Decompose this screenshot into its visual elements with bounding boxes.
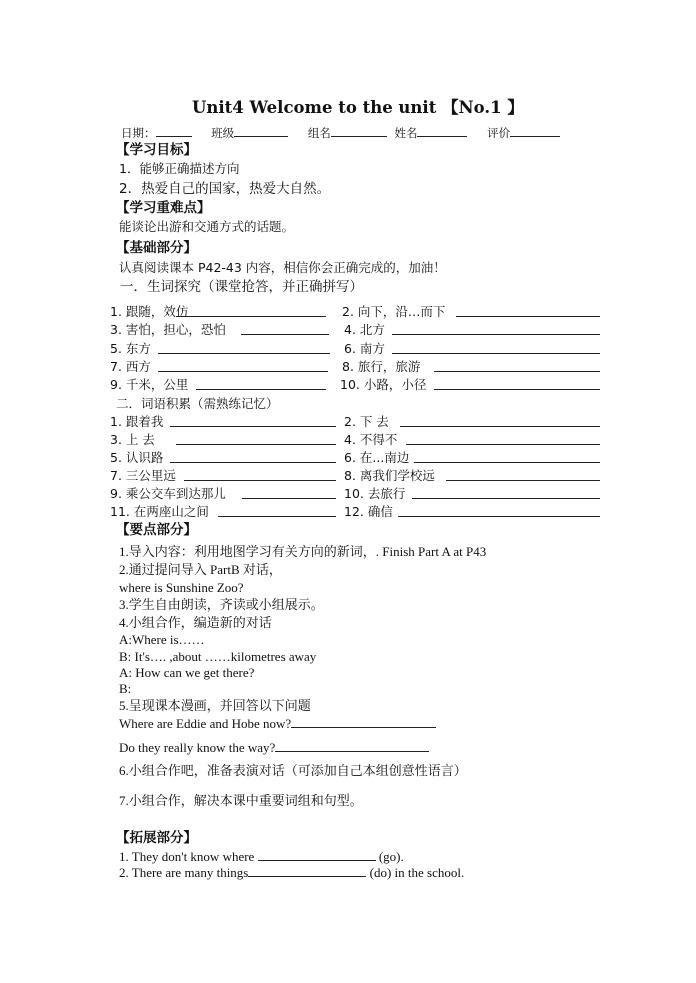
answer-blank (414, 450, 600, 463)
answer-blank (291, 715, 436, 728)
phrase-item: 6. 在...南边 (344, 450, 410, 465)
objective-item: 2．热爱自己的国家，热爱大自然。 (119, 181, 331, 197)
part1-title: 一．生词探究（课堂抢答，并正确拼写） (120, 279, 363, 295)
basic-intro: 认真阅读课本 P42-43 内容，相信你会正确完成的，加油！ (119, 260, 446, 275)
vocab-item: 1. 跟随，效仿 (110, 304, 189, 319)
answer-blank (434, 359, 600, 372)
class-blank (234, 124, 288, 137)
phrase-item: 2. 下 去 (344, 414, 389, 429)
phrase-item: 3. 上 去 (110, 432, 155, 447)
answer-blank (406, 432, 600, 445)
answer-blank (170, 414, 336, 427)
group-blank (331, 124, 387, 137)
answer-blank (258, 848, 376, 861)
phrase-item: 7. 三公里远 (110, 468, 176, 483)
eval-label: 评价 (487, 126, 511, 140)
vocab-item: 8. 旅行，旅游 (342, 359, 421, 374)
vocab-item: 9. 千米，公里 (110, 377, 189, 392)
answer-blank (398, 504, 600, 517)
mainpoints-line: 7.小组合作，解决本课中重要词组和句型。 (119, 793, 363, 808)
class-label: 班级 (211, 126, 235, 140)
date-blank (156, 124, 192, 137)
objectives-heading: 【学习目标】 (116, 142, 197, 158)
answer-blank (218, 504, 336, 517)
answer-blank (392, 322, 600, 335)
dialogue-line: B: (119, 681, 132, 696)
phrase-item: 11. 在两座山之间 (110, 504, 209, 519)
vocab-item: 7. 西方 (110, 359, 151, 374)
extension-question: 1. They don't know where (go). (119, 849, 404, 864)
answer-blank (456, 304, 600, 317)
vocab-item: 5. 东方 (110, 341, 151, 356)
question-line: Where are Eddie and Hobe now? (119, 715, 436, 732)
answer-blank (176, 432, 336, 445)
name-blank (417, 124, 467, 137)
phrase-item: 1. 跟着我 (110, 414, 164, 429)
keypoints-text: 能谈论出游和交通方式的话题。 (119, 219, 295, 234)
vocab-item: 6. 南方 (344, 341, 385, 356)
answer-blank (412, 486, 600, 499)
name-label: 姓名 (394, 126, 418, 140)
mainpoints-line: 1.导入内容：利用地图学习有关方向的新词，. Finish Part A at P43 (119, 544, 487, 559)
mainpoints-line: 6.小组合作吧，准备表演对话（可添加自己本组创意性语言） (119, 763, 467, 778)
vocab-item: 10. 小路，小径 (340, 377, 427, 392)
mainpoints-heading: 【要点部分】 (116, 522, 197, 538)
answer-blank (158, 359, 328, 372)
mainpoints-line: 3.学生自由朗读，齐读或小组展示。 (119, 597, 324, 612)
phrase-item: 9. 乘公交车到达那儿 (110, 486, 226, 501)
dialogue-line: A: How can we get there? (119, 665, 255, 680)
answer-blank (170, 450, 336, 463)
objective-item: 1．能够正确描述方向 (119, 161, 240, 176)
answer-blank (400, 414, 600, 427)
basic-heading: 【基础部分】 (116, 240, 197, 256)
answer-blank (275, 739, 429, 752)
eval-blank (510, 124, 560, 137)
answer-blank (184, 468, 336, 481)
mainpoints-line: where is Sunshine Zoo? (119, 580, 244, 595)
vocab-item: 3. 害怕，担心，恐怕 (110, 322, 226, 337)
phrase-item: 10. 去旅行 (344, 486, 406, 501)
group-label: 组名 (307, 126, 331, 140)
answer-blank (446, 468, 600, 481)
question-line: Do they really know the way? (119, 739, 429, 756)
answer-blank (241, 322, 329, 335)
phrase-item: 8. 离我们学校远 (344, 468, 435, 483)
vocab-item: 2. 向下，沿…而下 (342, 304, 446, 319)
vocab-item: 4. 北方 (344, 322, 385, 337)
extension-heading: 【拓展部分】 (116, 830, 197, 846)
mainpoints-line: 5.呈现课本漫画，并回答以下问题 (119, 698, 311, 713)
extension-question: 2. There are many things (do) in the school. (119, 865, 465, 880)
mainpoints-line: 2.通过提问导入 PartB 对话， (119, 562, 282, 577)
phrase-item: 4. 不得不 (344, 432, 398, 447)
answer-blank (176, 304, 326, 317)
answer-blank (158, 341, 330, 354)
part2-title: 二．词语积累（需熟练记忆） (116, 396, 279, 411)
mainpoints-line: 4.小组合作，编造新的对话 (119, 615, 272, 630)
keypoints-heading: 【学习重难点】 (116, 200, 211, 216)
info-line (121, 124, 560, 141)
page-title: Unit4 Welcome to the unit 【No.1 】 (192, 98, 524, 117)
answer-blank (434, 377, 600, 390)
date-label: 日期： (121, 126, 156, 140)
dialogue-line: B: It's…. ,about ……kilometres away (119, 649, 317, 664)
answer-blank (392, 341, 600, 354)
answer-blank (248, 864, 366, 877)
dialogue-line: A:Where is…… (119, 632, 205, 647)
phrase-item: 12. 确信 (344, 504, 393, 519)
phrase-item: 5. 认识路 (110, 450, 164, 465)
answer-blank (196, 377, 326, 390)
answer-blank (242, 486, 336, 499)
